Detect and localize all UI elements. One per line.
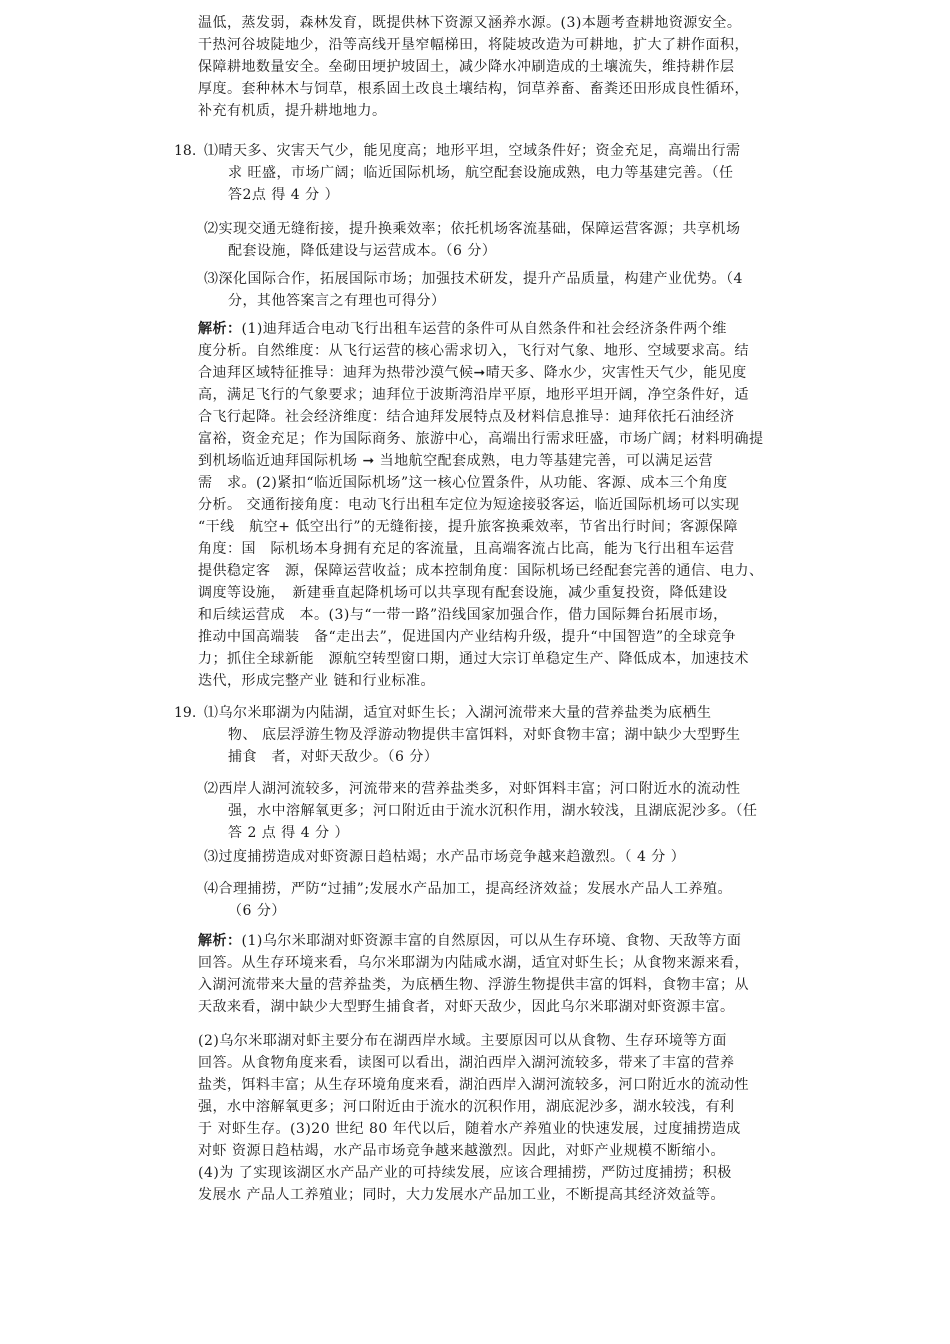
q18-answer-3 xyxy=(204,268,788,312)
q19-answer-4 xyxy=(204,878,788,922)
q19-analysis-1 xyxy=(198,930,782,1018)
q19-answer-1 xyxy=(204,702,788,768)
text-line: 捕食 者，对虾天敌少。（6 分） xyxy=(228,749,439,765)
text-line: 迭代，形成完整产业 链和行业标准。 xyxy=(198,673,435,689)
text-line: 需 求。(2)紧扣“临近国际机场”这一核心位置条件，从功能、客源、成本三个角度 xyxy=(198,475,728,491)
q19-answer-2 xyxy=(204,778,788,844)
text-line: ⑶过度捕捞造成对虾资源日趋枯竭；水产品市场竞争越来趋激烈。（ 4 分 ） xyxy=(204,849,686,865)
text-line: 温低，蒸发弱，森林发育，既提供林下资源又涵养水源。(3)本题考查耕地资源安全。 xyxy=(198,15,742,31)
analysis-label: 解析： xyxy=(198,933,242,949)
text-line: 强，水中溶解氧更多；河口附近由于流水沉积作用，湖水较浅，且湖底泥沙多。（任 xyxy=(228,803,758,819)
question-number-18: 18. xyxy=(174,143,197,159)
text-line: ⑶深化国际合作，拓展国际市场；加强技术研发，提升产品质量，构建产业优势。（4 xyxy=(204,271,743,287)
q19-analysis-2 xyxy=(198,1030,782,1206)
text-line: ⑴晴天多、灾害天气少，能见度高；地形平坦，空域条件好；资金充足，高端出行需 xyxy=(204,143,741,159)
text-line: 力；抓住全球新能 源航空转型窗口期，通过大宗订单稳定生产、降低成本，加速技术 xyxy=(198,651,749,667)
text-line: 干热河谷坡陡地少，沿等高线开垦窄幅梯田，将陡坡改造为可耕地，扩大了耕作面积， xyxy=(198,37,749,53)
text-line: 强，水中溶解氧更多；河口附近由于流水的沉积作用，湖底泥沙多，湖水较浅，有利 xyxy=(198,1099,735,1115)
q18-answer-1 xyxy=(204,140,788,206)
text-line: 角度：国 际机场本身拥有充足的客流量，且高端客流占比高，能为飞行出租车运营 xyxy=(198,541,735,557)
text-line: 和后续运营成 本。(3)与“一带一路”沿线国家加强合作，借力国际舞台拓展市场， xyxy=(198,607,728,623)
text-line: 厚度。套种林木与饲草，根系固土改良土壤结构，饲草养畜、畜粪还田形成良性循环， xyxy=(198,81,749,97)
top-paragraph xyxy=(198,12,782,122)
q18-answer-2 xyxy=(204,218,788,262)
text-line: 答2点 得 4 分 ） xyxy=(228,187,340,203)
text-line: 物、 底层浮游生物及浮游动物提供丰富饵料，对虾食物丰富；湖中缺少大型野生 xyxy=(228,727,741,743)
text-line: 对虾 资源日趋枯竭，水产品市场竞争越来越激烈。因此，对虾产业规模不断缩小。 xyxy=(198,1143,725,1159)
text-line: 求 旺盛，市场广阔；临近国际机场，航空配套设施成熟，电力等基建完善。（任 xyxy=(228,165,734,181)
text-line: 入湖河流带来大量的营养盐类，为底栖生物、浮游生物提供丰富的饵料，食物丰富；从 xyxy=(198,977,749,993)
text-line: 合迪拜区域特征推导：迪拜为热带沙漠气候➞晴天多、降水少，灾害性天气少，能见度 xyxy=(198,365,747,381)
text-line: 调度等设施， 新建垂直起降机场可以共享现有配套设施，减少重复投资，降低建设 xyxy=(198,585,728,601)
text-line: 度分析。自然维度：从飞行运营的核心需求切入，飞行对气象、地形、空域要求高。结 xyxy=(198,343,749,359)
text-line: 分，其他答案言之有理也可得分） xyxy=(228,293,446,309)
text-line: 到机场临近迪拜国际机场 ➞ 当地航空配套成熟，电力等基建完善，可以满足运营 xyxy=(198,453,714,469)
text-line: 盐类，饵料丰富；从生存环境角度来看，湖泊西岸入湖河流较多，河口附近水的流动性 xyxy=(198,1077,749,1093)
text-line: 补充有机质，提升耕地地力。 xyxy=(198,103,387,119)
text-line: 合飞行起降。社会经济维度：结合迪拜发展特点及材料信息推导：迪拜依托石油经济 xyxy=(198,409,735,425)
text-line: 富裕，资金充足；作为国际商务、旅游中心，高端出行需求旺盛，市场广阔；材料明确提 xyxy=(198,431,764,447)
text-line: （6 分） xyxy=(228,903,286,919)
text-line: (4)为 了实现该湖区水产品产业的可持续发展，应该合理捕捞，严防过度捕捞；积极 xyxy=(198,1165,732,1181)
text-line: 于 对虾生存。(3)20 世纪 80 年代以后，随着水产养殖业的快速发展，过度捕捞造成 xyxy=(198,1121,741,1137)
text-line: ⑵西岸人湖河流较多，河流带来的营养盐类多，对虾饵料丰富；河口附近水的流动性 xyxy=(204,781,741,797)
q18-analysis xyxy=(198,318,782,692)
text-line: 答 2 点 得 4 分 ） xyxy=(228,825,350,841)
text-line: 推动中国高端装 备“走出去”，促进国内产业结构升级，提升“中国智造”的全球竞争 xyxy=(198,629,737,645)
text-line: 保障耕地数量安全。垒砌田埂护坡固土，减少降水冲刷造成的土壤流失，维持耕作层 xyxy=(198,59,735,75)
text-line: 提供稳定客 源，保障运营收益；成本控制角度：国际机场已经配套完善的通信、电力、 xyxy=(198,563,764,579)
text-line: ⑴乌尔米耶湖为内陆湖，适宜对虾生长；入湖河流带来大量的营养盐类为底栖生 xyxy=(204,705,712,721)
text-line: “干线 航空+ 低空出行”的无缝衔接，提升旅客换乘效率，节省出行时间；客源保障 xyxy=(198,519,738,535)
analysis-label: 解析： xyxy=(198,321,242,337)
text-line: (1)迪拜适合电动飞行出租车运营的条件可从自然条件和社会经济条件两个维 xyxy=(241,321,727,337)
text-line: 发展水 产品人工养殖业；同时，大力发展水产品加工业，不断提高其经济效益等。 xyxy=(198,1187,725,1203)
text-line: 分析。 交通衔接角度：电动飞行出租车定位为短途接驳客运，临近国际机场可以实现 xyxy=(198,497,740,513)
text-line: ⑷合理捕捞，严防“过捕”;发展水产品加工，提高经济效益；发展水产品人工养殖。 xyxy=(204,881,733,897)
text-line: (2)乌尔米耶湖对虾主要分布在湖西岸水域。主要原因可以从食物、生存环境等方面 xyxy=(198,1033,727,1049)
text-line: (1)乌尔米耶湖对虾资源丰富的自然原因，可以从生存环境、食物、天敌等方面 xyxy=(241,933,742,949)
text-line: 配套设施，降低建设与运营成本。（6 分） xyxy=(228,243,497,259)
question-number-19: 19. xyxy=(174,705,197,721)
text-line: 回答。从生存环境来看，乌尔米耶湖为内陆咸水湖，适宜对虾生长；从食物来源来看， xyxy=(198,955,749,971)
text-line: 高，满足飞行的气象要求；迪拜位于波斯湾沿岸平原，地形平坦开阔，净空条件好，适 xyxy=(198,387,749,403)
text-line: 回答。从食物角度来看，读图可以看出，湖泊西岸入湖河流较多，带来了丰富的营养 xyxy=(198,1055,735,1071)
q19-answer-3 xyxy=(204,846,788,868)
text-line: ⑵实现交通无缝衔接，提升换乘效率；依托机场客流基础，保障运营客源；共享机场 xyxy=(204,221,741,237)
text-line: 天敌来看，湖中缺少大型野生捕食者，对虾天敌少，因此乌尔米耶湖对虾资源丰富。 xyxy=(198,999,735,1015)
